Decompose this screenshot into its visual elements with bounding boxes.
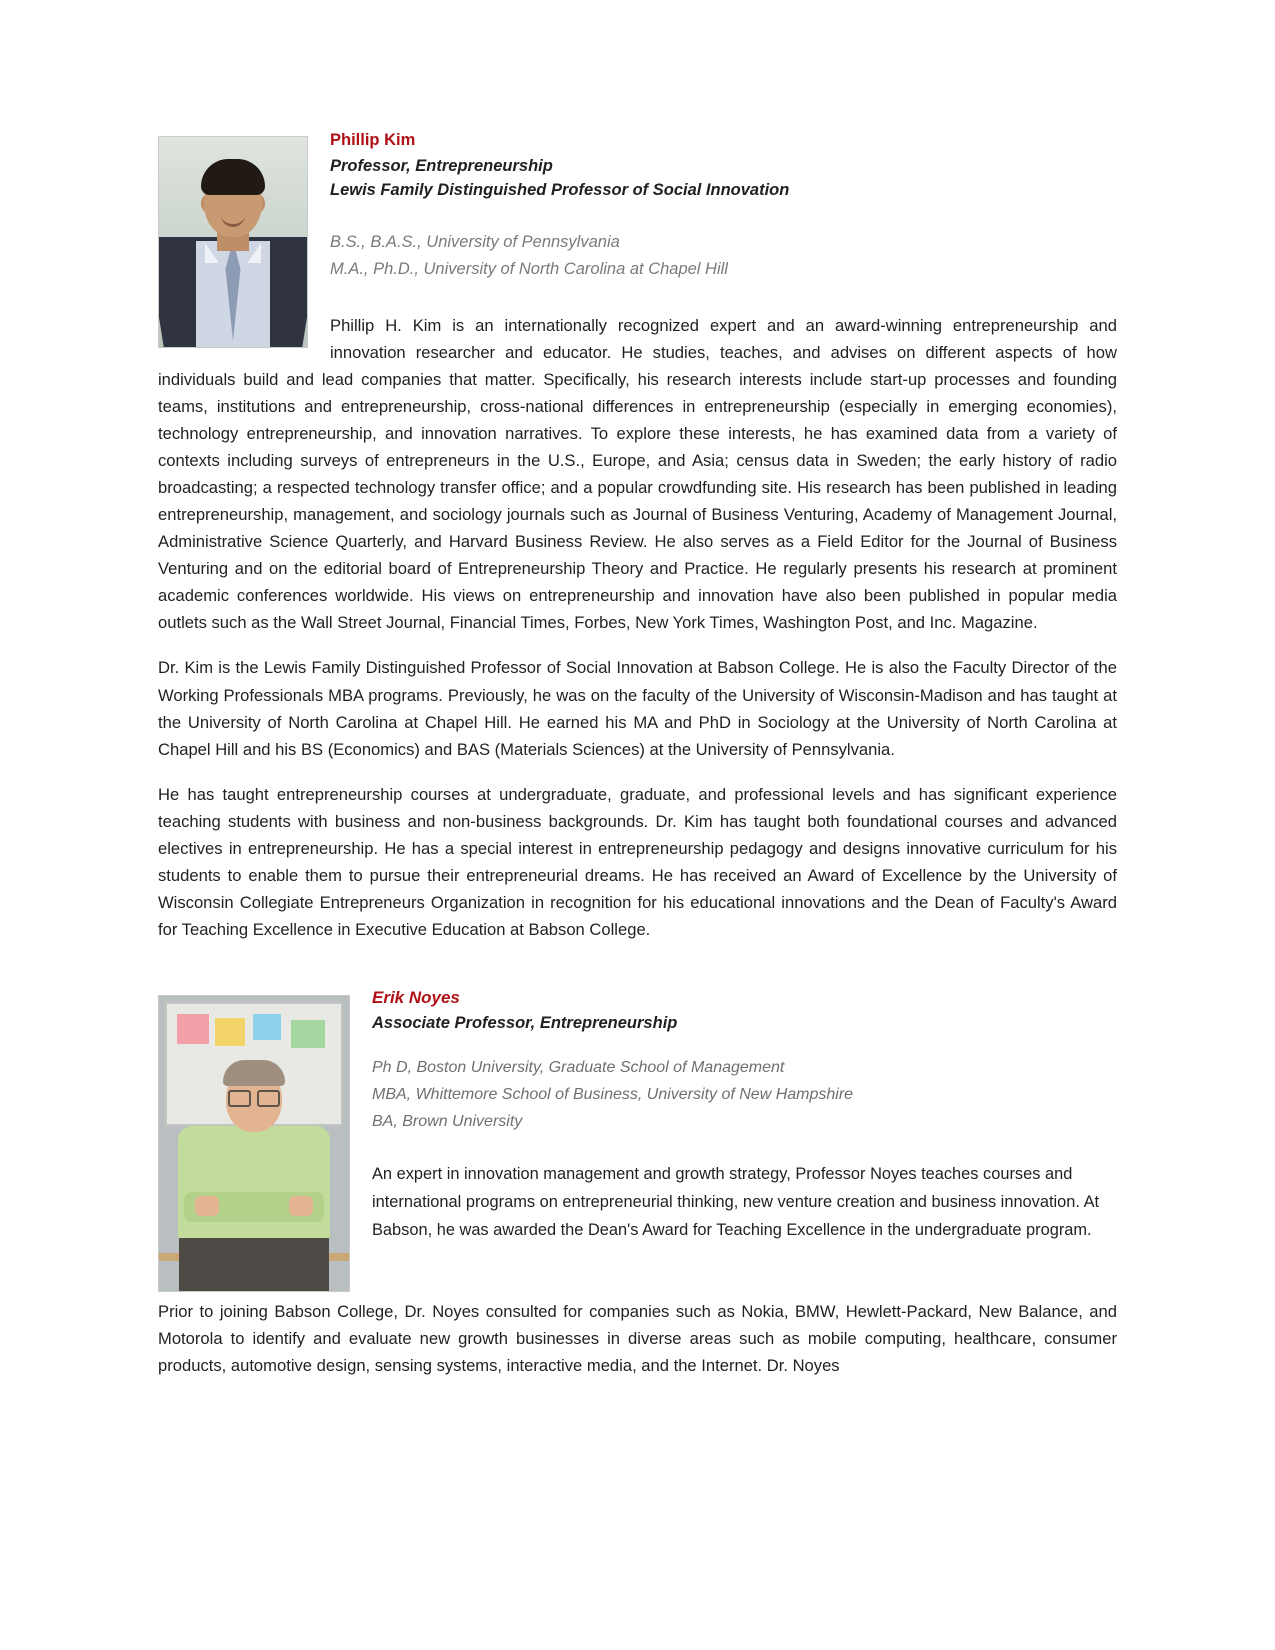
faculty-info-column — [372, 987, 1117, 1262]
trousers — [179, 1229, 329, 1291]
faculty-title-primary: Associate Professor, Entrepreneurship — [372, 1014, 678, 1033]
faculty-title-secondary: Lewis Family Distinguished Professor of Social Innovation — [330, 181, 790, 200]
faculty-bio-phillip-kim — [158, 130, 1117, 961]
degree-line: Ph D, Boston University, Graduate School of Management — [372, 1058, 785, 1076]
faculty-name: Erik Noyes — [372, 987, 460, 1007]
collar-right — [247, 243, 261, 263]
faculty-title-primary: Professor, Entrepreneurship — [330, 156, 553, 175]
bio-paragraph: Prior to joining Babson College, Dr. Noyes consulted for companies such as Nokia, BMW, Hewlett-Packard, New Balance, and Motorola to identify and evaluate new growth businesses in diverse areas such as mobile computing, healthcare, consumer products, automotive design, sensing systems, interactive media, and the Internet. Dr. Noyes — [158, 1301, 1117, 1376]
degree-line: BA, Brown University — [372, 1112, 523, 1130]
bio-paragraph: Phillip H. Kim is an internationally recognized expert and an award-winning entrepreneurship and innovation researcher and educator. He studies, teaches, and advises on different aspects of how individuals build and lead companies that matter. Specifically, his research interests include start-up processes and founding teams, institutions and entrepreneurship, cross-national differences in entrepreneurship (especially in emerging economies), technology entrepreneurship, and innovation narratives. To explore these interests, he has examined data from a variety of contexts including surveys of entrepreneurs in the U.S., Europe, and Asia; census data in Sweden; the early history of radio broadcasting; a respected technology transfer office; and a popular crowdfunding site. His research has been published in leading entrepreneurship, management, and sociology journals such as Journal of Business Venturing, Academy of Management Journal, Administrative Science Quarterly, and Harvard Business Review. He also serves as a Field Editor for the Journal of Business Venturing and on the editorial board of Entrepreneurship Theory and Practice. He regularly presents his research at prominent academic conferences worldwide. His views on entrepreneurship and innovation have also been published in popular media outlets such as the Wall Street Journal, Financial Times, Forbes, New York Times, Washington Post, and Inc. Magazine. — [158, 315, 1117, 633]
hand-right — [289, 1196, 313, 1216]
faculty-name: Phillip Kim — [330, 131, 416, 149]
degree-line: B.S., B.A.S., University of Pennsylvania — [330, 233, 620, 252]
bio-paragraph: An expert in innovation management and growth strategy, Professor Noyes teaches courses and international programs on entrepreneurial thinking, new venture creation and business innovation. At Babson, he was awarded the Dean's Award for Teaching Excellence in the undergraduate program. — [372, 1165, 1100, 1239]
bio-continuation — [158, 1298, 1117, 1379]
portrait-photo-phillip-kim — [158, 136, 308, 348]
sticky-note — [291, 1020, 325, 1048]
sticky-note — [253, 1014, 281, 1040]
faculty-bio-erik-noyes — [158, 987, 1117, 1298]
degree-line: M.A., Ph.D., University of North Carolina at Chapel Hill — [330, 259, 728, 278]
portrait-photo-erik-noyes — [158, 995, 350, 1292]
faculty-degrees — [372, 1055, 1117, 1136]
hand-left — [195, 1196, 219, 1216]
bio-paragraph: Dr. Kim is the Lewis Family Distinguished Professor of Social Innovation at Babson College. He is also the Faculty Director of the Working Professionals MBA programs. Previously, he was on the faculty of the University of Wisconsin-Madison and has taught at the University of North Carolina at Chapel Hill. He earned his MA and PhD in Sociology at the University of North Carolina at Chapel Hill and his BS (Economics) and BAS (Materials Sciences) at the University of Pennsylvania. — [158, 658, 1117, 759]
sticky-note — [215, 1018, 245, 1046]
bio-paragraph: He has taught entrepreneurship courses at undergraduate, graduate, and professional levels and has significant experience teaching students with business and non-business backgrounds. Dr. Kim has taught both foundational courses and advanced electives in entrepreneurship. He has a special interest in entrepreneurship pedagogy and designs innovative curriculum for his students to enable them to pursue their entrepreneurial dreams. He has received an Award of Excellence by the University of Wisconsin Collegiate Entrepreneurs Organization in recognition for his educational innovations and the Dean of Faculty's Award for Teaching Excellence in Executive Education at Babson College. — [158, 784, 1117, 939]
eyeglasses — [205, 192, 261, 194]
sticky-note — [177, 1014, 209, 1044]
eyeglasses — [228, 1090, 280, 1104]
degree-line: MBA, Whittemore School of Business, University of New Hampshire — [372, 1085, 854, 1103]
hair — [223, 1060, 285, 1086]
